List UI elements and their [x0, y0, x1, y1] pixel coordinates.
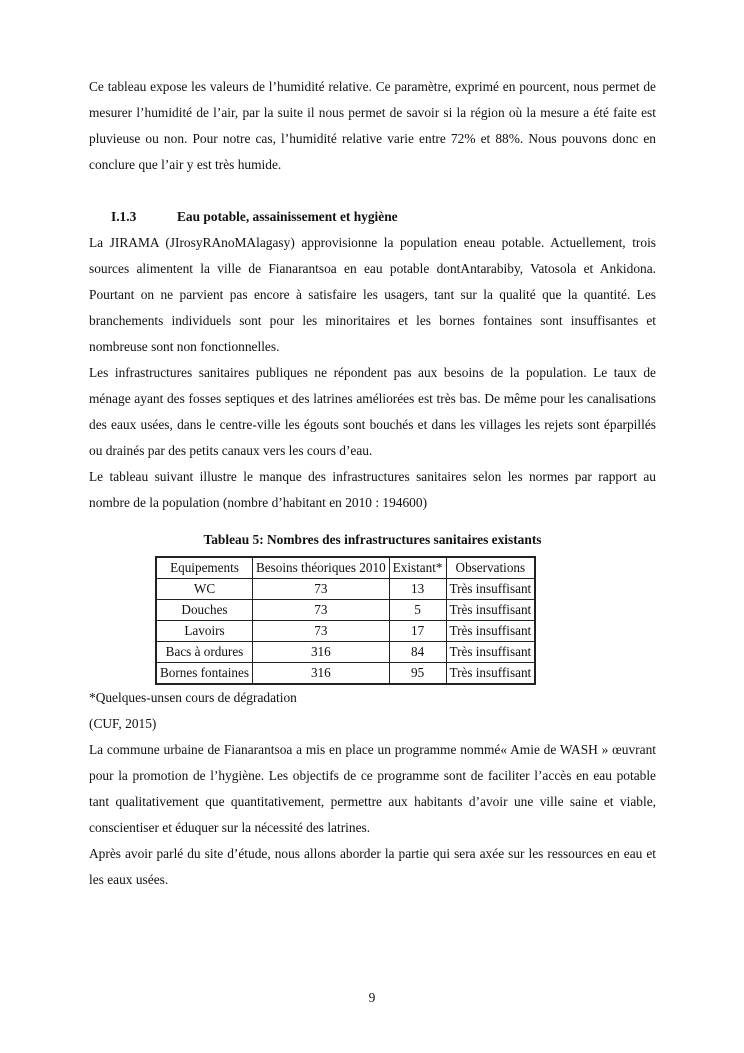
cell-equipement: Bacs à ordures [156, 642, 253, 663]
cell-besoins: 316 [253, 642, 390, 663]
cell-observation: Très insuffisant [446, 621, 535, 642]
cell-besoins: 73 [253, 579, 390, 600]
cell-equipement: Douches [156, 600, 253, 621]
cell-besoins: 73 [253, 621, 390, 642]
cell-observation: Très insuffisant [446, 579, 535, 600]
cell-equipement: WC [156, 579, 253, 600]
cell-observation: Très insuffisant [446, 642, 535, 663]
closing-paragraph-2: Après avoir parlé du site d’étude, nous allons aborder la partie qui sera axée sur les ressources en eau et les eaux usées. [89, 846, 656, 887]
infrastructure-table [155, 556, 536, 685]
header-besoins: Besoins théoriques 2010 [253, 557, 390, 579]
table-caption: Tableau 5: Nombres des infrastructures sanitaires existants [203, 532, 542, 547]
spacer [89, 178, 656, 204]
section-paragraph-1: La JIRAMA (JIrosyRAnoMAlagasy) approvisionne la population eneau potable. Actuellement, trois sources alimentent la ville de Fianarantsoa en eau potable dontAntarabiby, Vatosola et Ankidona. Pourtant on ne parvient pas encore à satisfaire les usagers, tant sur la qualité que la quantité. Les branchements individuels sont pour les minoritaires et les bornes fontaines sont insuffisantes et nombreuse sont non fonctionnelles. [89, 235, 656, 354]
header-existant: Existant* [389, 557, 446, 579]
cell-besoins: 73 [253, 600, 390, 621]
table-row [156, 600, 535, 621]
section-paragraph-3: Le tableau suivant illustre le manque des infrastructures sanitaires selon les normes par rapport au nombre de la population (nombre d’habitant en 2010 : 194600) [89, 469, 656, 510]
cell-existant: 13 [389, 579, 446, 600]
section-paragraph-2: Les infrastructures sanitaires publiques ne répondent pas aux besoins de la population. Le taux de ménage ayant des fosses septiques et des latrines améliorées est très bas. De même pour les canalisations des eaux usées, dans le centre-ville les égouts sont bouchés et dans les villages les rejets sont éparpillés ou drainés par des petits canaux vers les cours d’eau. [89, 365, 656, 458]
table-row [156, 642, 535, 663]
cell-existant: 84 [389, 642, 446, 663]
table-footnote: *Quelques-unsen cours de dégradation [89, 690, 297, 705]
document-page [89, 74, 656, 893]
section-title: Eau potable, assainissement et hygiène [177, 209, 398, 224]
cell-existant: 5 [389, 600, 446, 621]
cell-observation: Très insuffisant [446, 663, 535, 685]
header-equipements: Equipements [156, 557, 253, 579]
page-number: 9 [368, 990, 376, 1005]
section-number: I.1.3 [111, 209, 137, 224]
cell-besoins: 316 [253, 663, 390, 685]
table-row [156, 621, 535, 642]
cell-equipement: Bornes fontaines [156, 663, 253, 685]
closing-paragraph-1: La commune urbaine de Fianarantsoa a mis en place un programme nommé« Amie de WASH » œuvrant pour la promotion de l’hygiène. Les objectifs de ce programme sont de faciliter l’accès en eau potable tant qualitativement que quantitativement, permettre aux habitants d’avoir une ville saine et viable, conscientiser et éduquer sur la nécessité des latrines. [89, 742, 656, 835]
table-source: (CUF, 2015) [89, 716, 157, 731]
cell-existant: 17 [389, 621, 446, 642]
section-heading [89, 204, 656, 230]
table-row [156, 579, 535, 600]
cell-observation: Très insuffisant [446, 600, 535, 621]
intro-paragraph: Ce tableau expose les valeurs de l’humidité relative. Ce paramètre, exprimé en pourcent, nous permet de mesurer l’humidité de l’air, par la suite il nous permet de savoir si la région où la mesure a été faite est pluvieuse ou non. Pour notre cas, l’humidité relative varie entre 72% et 88%. Nous pouvons donc en conclure que l’air y est très humide. [89, 79, 656, 172]
header-observations: Observations [446, 557, 535, 579]
table-row [156, 663, 535, 685]
table-header-row [156, 557, 535, 579]
cell-existant: 95 [389, 663, 446, 685]
cell-equipement: Lavoirs [156, 621, 253, 642]
